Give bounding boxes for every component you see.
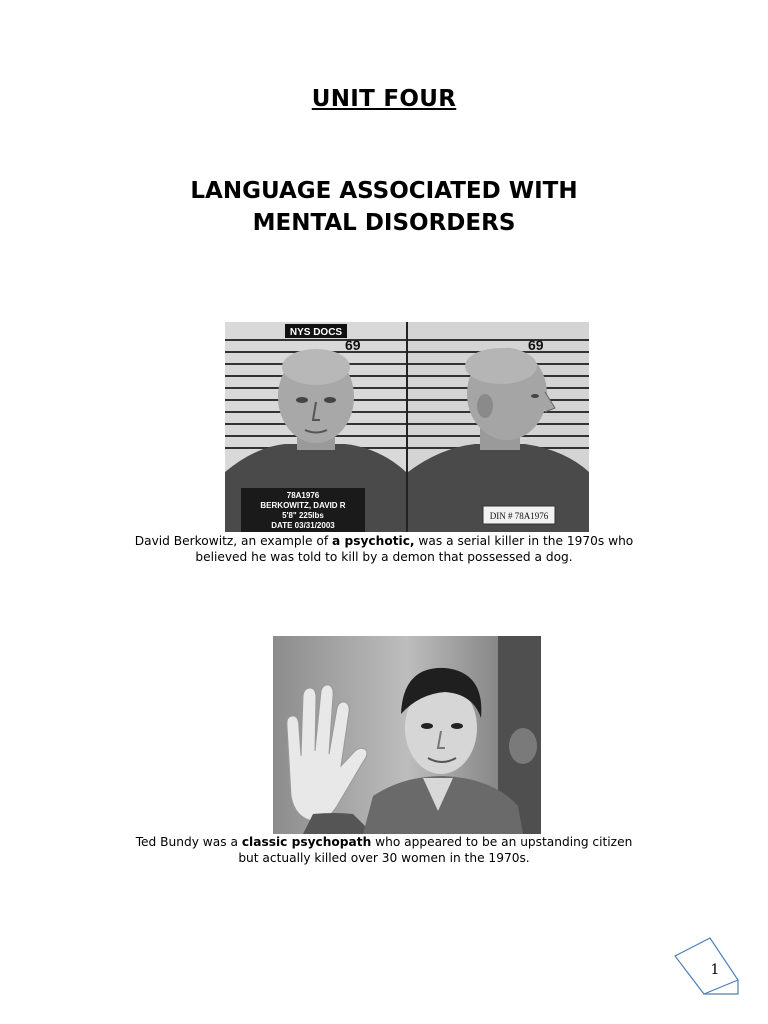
berkowitz-caption [0,533,768,565]
caption-text: David Berkowitz, an example of [134,534,333,548]
caption-text: was a serial killer in the 1970s who [414,534,634,548]
caption-line-2: but actually killed over 30 women in the 1970s. [238,851,530,865]
caption-text: Ted Bundy was a [135,835,242,849]
caption-bold-term: a psychotic, [332,534,415,548]
placard-height-weight: 5'8" 225lbs [282,511,324,520]
sign-nys-docs: NYS DOCS [289,327,343,338]
unit-heading: UNIT FOUR [311,86,457,112]
caption-line-2: believed he was told to kill by a demon that possessed a dog. [195,550,573,564]
placard-id: 78A1976 [286,491,320,500]
caption-text: who appeared to be an upstanding citizen [371,835,633,849]
placard-name: BERKOWITZ, DAVID R [260,501,346,510]
page-number: 1 [710,962,720,978]
page-title [0,175,768,239]
berkowitz-mugshot-photo [225,322,589,532]
caption-bold-term: classic psychopath [241,835,372,849]
din-tag-label: DIN # 78A1976 [489,511,549,521]
title-line-1: LANGUAGE ASSOCIATED WITH [190,178,578,204]
caption-line-1 [0,834,768,850]
caption-line-1 [0,533,768,549]
bundy-photo [273,636,541,834]
bundy-caption [0,834,768,866]
height-mark-left: 69 [345,337,361,353]
placard-date: DATE 03/31/2003 [271,521,335,530]
height-mark-right: 69 [528,337,544,353]
title-line-2: MENTAL DISORDERS [252,210,516,236]
